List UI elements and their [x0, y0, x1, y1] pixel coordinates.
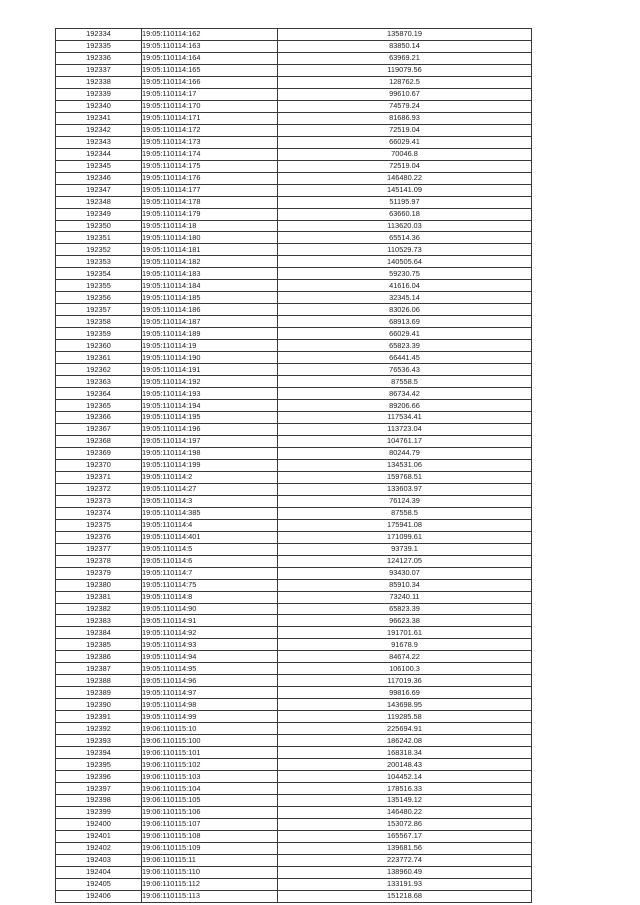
row-number-cell: 192365: [56, 400, 142, 412]
value-cell: 153072.86: [278, 818, 532, 830]
value-cell: 128762.5: [278, 76, 532, 88]
table-row: [56, 364, 532, 376]
value-cell: 145141.09: [278, 184, 532, 196]
value-cell: 83026.06: [278, 304, 532, 316]
table-row: [56, 376, 532, 388]
cadastral-number-cell: 19:05:110114:197: [142, 435, 278, 447]
table-row: [56, 878, 532, 890]
table-body: [56, 29, 532, 903]
value-cell: 65823.39: [278, 340, 532, 352]
cadastral-number-cell: 19:05:110114:176: [142, 172, 278, 184]
cadastral-number-cell: 19:05:110114:174: [142, 148, 278, 160]
cadastral-number-cell: 19:06:110115:105: [142, 795, 278, 807]
value-cell: 104761.17: [278, 435, 532, 447]
value-cell: 99610.67: [278, 88, 532, 100]
value-cell: 171099.61: [278, 531, 532, 543]
row-number-cell: 192334: [56, 29, 142, 41]
cadastral-number-cell: 19:05:110114:185: [142, 292, 278, 304]
value-cell: 70046.8: [278, 148, 532, 160]
cadastral-number-cell: 19:05:110114:172: [142, 124, 278, 136]
table-row: [56, 842, 532, 854]
row-number-cell: 192404: [56, 866, 142, 878]
row-number-cell: 192354: [56, 268, 142, 280]
value-cell: 168318.34: [278, 747, 532, 759]
value-cell: 133191.93: [278, 878, 532, 890]
cadastral-number-cell: 19:06:110115:10: [142, 723, 278, 735]
row-number-cell: 192391: [56, 711, 142, 723]
cadastral-number-cell: 19:05:110114:192: [142, 376, 278, 388]
value-cell: 135149.12: [278, 795, 532, 807]
row-number-cell: 192349: [56, 208, 142, 220]
table-row: [56, 220, 532, 232]
cadastral-number-cell: 19:05:110114:7: [142, 567, 278, 579]
table-row: [56, 328, 532, 340]
row-number-cell: 192350: [56, 220, 142, 232]
value-cell: 146480.22: [278, 806, 532, 818]
table-row: [56, 890, 532, 902]
row-number-cell: 192355: [56, 280, 142, 292]
table-row: [56, 555, 532, 567]
table-row: [56, 615, 532, 627]
table-row: [56, 29, 532, 41]
table-row: [56, 88, 532, 100]
data-table: [55, 28, 532, 903]
row-number-cell: 192406: [56, 890, 142, 902]
cadastral-number-cell: 19:06:110115:108: [142, 830, 278, 842]
cadastral-number-cell: 19:05:110114:191: [142, 364, 278, 376]
cadastral-number-cell: 19:06:110115:11: [142, 854, 278, 866]
row-number-cell: 192348: [56, 196, 142, 208]
cadastral-number-cell: 19:05:110114:90: [142, 603, 278, 615]
cadastral-number-cell: 19:05:110114:175: [142, 160, 278, 172]
table-row: [56, 52, 532, 64]
cadastral-number-cell: 19:05:110114:187: [142, 316, 278, 328]
value-cell: 200148.43: [278, 759, 532, 771]
cadastral-number-cell: 19:05:110114:193: [142, 388, 278, 400]
row-number-cell: 192379: [56, 567, 142, 579]
cadastral-number-cell: 19:05:110114:179: [142, 208, 278, 220]
row-number-cell: 192372: [56, 483, 142, 495]
table-row: [56, 783, 532, 795]
table-row: [56, 124, 532, 136]
table-row: [56, 244, 532, 256]
value-cell: 59230.75: [278, 268, 532, 280]
value-cell: 73240.11: [278, 591, 532, 603]
cadastral-number-cell: 19:05:110114:177: [142, 184, 278, 196]
row-number-cell: 192368: [56, 435, 142, 447]
table-row: [56, 340, 532, 352]
row-number-cell: 192361: [56, 352, 142, 364]
table-row: [56, 651, 532, 663]
row-number-cell: 192380: [56, 579, 142, 591]
cadastral-number-cell: 19:06:110115:106: [142, 806, 278, 818]
value-cell: 191701.61: [278, 627, 532, 639]
row-number-cell: 192399: [56, 806, 142, 818]
table-row: [56, 830, 532, 842]
value-cell: 51195.97: [278, 196, 532, 208]
value-cell: 65823.39: [278, 603, 532, 615]
row-number-cell: 192362: [56, 364, 142, 376]
value-cell: 41616.04: [278, 280, 532, 292]
value-cell: 165567.17: [278, 830, 532, 842]
cadastral-number-cell: 19:05:110114:93: [142, 639, 278, 651]
table-row: [56, 268, 532, 280]
row-number-cell: 192344: [56, 148, 142, 160]
row-number-cell: 192335: [56, 40, 142, 52]
cadastral-number-cell: 19:06:110115:103: [142, 771, 278, 783]
cadastral-number-cell: 19:05:110114:178: [142, 196, 278, 208]
table-row: [56, 423, 532, 435]
value-cell: 87558.5: [278, 376, 532, 388]
table-row: [56, 603, 532, 615]
value-cell: 117534.41: [278, 412, 532, 424]
cadastral-number-cell: 19:05:110114:199: [142, 459, 278, 471]
cadastral-number-cell: 19:05:110114:163: [142, 40, 278, 52]
value-cell: 143698.95: [278, 699, 532, 711]
row-number-cell: 192381: [56, 591, 142, 603]
row-number-cell: 192390: [56, 699, 142, 711]
value-cell: 223772.74: [278, 854, 532, 866]
row-number-cell: 192405: [56, 878, 142, 890]
table-row: [56, 112, 532, 124]
value-cell: 85910.34: [278, 579, 532, 591]
value-cell: 91678.9: [278, 639, 532, 651]
value-cell: 72519.04: [278, 124, 532, 136]
row-number-cell: 192376: [56, 531, 142, 543]
row-number-cell: 192356: [56, 292, 142, 304]
cadastral-number-cell: 19:05:110114:2: [142, 471, 278, 483]
cadastral-number-cell: 19:05:110114:19: [142, 340, 278, 352]
table-row: [56, 747, 532, 759]
cadastral-number-cell: 19:05:110114:75: [142, 579, 278, 591]
cadastral-number-cell: 19:05:110114:94: [142, 651, 278, 663]
value-cell: 117019.36: [278, 675, 532, 687]
row-number-cell: 192384: [56, 627, 142, 639]
cadastral-number-cell: 19:05:110114:5: [142, 543, 278, 555]
row-number-cell: 192386: [56, 651, 142, 663]
table-row: [56, 40, 532, 52]
row-number-cell: 192346: [56, 172, 142, 184]
cadastral-number-cell: 19:06:110115:107: [142, 818, 278, 830]
row-number-cell: 192342: [56, 124, 142, 136]
value-cell: 134531.06: [278, 459, 532, 471]
cadastral-number-cell: 19:05:110114:190: [142, 352, 278, 364]
table-row: [56, 184, 532, 196]
cadastral-number-cell: 19:05:110114:17: [142, 88, 278, 100]
row-number-cell: 192387: [56, 663, 142, 675]
value-cell: 140505.64: [278, 256, 532, 268]
value-cell: 76124.39: [278, 495, 532, 507]
value-cell: 66441.45: [278, 352, 532, 364]
table-row: [56, 795, 532, 807]
table-row: [56, 543, 532, 555]
value-cell: 72519.04: [278, 160, 532, 172]
value-cell: 119285.58: [278, 711, 532, 723]
row-number-cell: 192370: [56, 459, 142, 471]
row-number-cell: 192369: [56, 447, 142, 459]
value-cell: 138960.49: [278, 866, 532, 878]
table-row: [56, 866, 532, 878]
row-number-cell: 192351: [56, 232, 142, 244]
value-cell: 93739.1: [278, 543, 532, 555]
table-row: [56, 172, 532, 184]
value-cell: 110529.73: [278, 244, 532, 256]
table-row: [56, 304, 532, 316]
table-row: [56, 435, 532, 447]
value-cell: 81686.93: [278, 112, 532, 124]
cadastral-number-cell: 19:05:110114:171: [142, 112, 278, 124]
table-row: [56, 400, 532, 412]
value-cell: 225694.91: [278, 723, 532, 735]
cadastral-number-cell: 19:05:110114:95: [142, 663, 278, 675]
table-row: [56, 711, 532, 723]
cadastral-number-cell: 19:05:110114:164: [142, 52, 278, 64]
cadastral-number-cell: 19:05:110114:198: [142, 447, 278, 459]
value-cell: 86734.42: [278, 388, 532, 400]
row-number-cell: 192347: [56, 184, 142, 196]
table-row: [56, 818, 532, 830]
value-cell: 106100.3: [278, 663, 532, 675]
row-number-cell: 192339: [56, 88, 142, 100]
table-row: [56, 519, 532, 531]
row-number-cell: 192364: [56, 388, 142, 400]
value-cell: 175941.08: [278, 519, 532, 531]
cadastral-number-cell: 19:05:110114:3: [142, 495, 278, 507]
table-row: [56, 352, 532, 364]
value-cell: 113723.04: [278, 423, 532, 435]
row-number-cell: 192394: [56, 747, 142, 759]
table-row: [56, 579, 532, 591]
row-number-cell: 192388: [56, 675, 142, 687]
row-number-cell: 192360: [56, 340, 142, 352]
row-number-cell: 192374: [56, 507, 142, 519]
cadastral-number-cell: 19:05:110114:165: [142, 64, 278, 76]
row-number-cell: 192359: [56, 328, 142, 340]
row-number-cell: 192395: [56, 759, 142, 771]
row-number-cell: 192336: [56, 52, 142, 64]
cadastral-number-cell: 19:05:110114:184: [142, 280, 278, 292]
table-row: [56, 100, 532, 112]
table-row: [56, 196, 532, 208]
table-row: [56, 627, 532, 639]
cadastral-number-cell: 19:05:110114:401: [142, 531, 278, 543]
row-number-cell: 192373: [56, 495, 142, 507]
cadastral-number-cell: 19:05:110114:92: [142, 627, 278, 639]
value-cell: 63969.21: [278, 52, 532, 64]
cadastral-number-cell: 19:05:110114:181: [142, 244, 278, 256]
table-row: [56, 507, 532, 519]
value-cell: 65514.36: [278, 232, 532, 244]
table-row: [56, 160, 532, 172]
table-row: [56, 76, 532, 88]
row-number-cell: 192338: [56, 76, 142, 88]
table-row: [56, 292, 532, 304]
value-cell: 151218.68: [278, 890, 532, 902]
row-number-cell: 192400: [56, 818, 142, 830]
row-number-cell: 192337: [56, 64, 142, 76]
row-number-cell: 192366: [56, 412, 142, 424]
row-number-cell: 192341: [56, 112, 142, 124]
cadastral-number-cell: 19:05:110114:194: [142, 400, 278, 412]
value-cell: 159768.51: [278, 471, 532, 483]
table-row: [56, 136, 532, 148]
row-number-cell: 192363: [56, 376, 142, 388]
row-number-cell: 192345: [56, 160, 142, 172]
value-cell: 74579.24: [278, 100, 532, 112]
row-number-cell: 192340: [56, 100, 142, 112]
row-number-cell: 192401: [56, 830, 142, 842]
value-cell: 83850.14: [278, 40, 532, 52]
value-cell: 124127.05: [278, 555, 532, 567]
table-row: [56, 567, 532, 579]
cadastral-number-cell: 19:05:110114:195: [142, 412, 278, 424]
cadastral-number-cell: 19:06:110115:112: [142, 878, 278, 890]
cadastral-number-cell: 19:05:110114:166: [142, 76, 278, 88]
cadastral-number-cell: 19:05:110114:186: [142, 304, 278, 316]
row-number-cell: 192403: [56, 854, 142, 866]
cadastral-number-cell: 19:05:110114:173: [142, 136, 278, 148]
value-cell: 146480.22: [278, 172, 532, 184]
value-cell: 104452.14: [278, 771, 532, 783]
row-number-cell: 192371: [56, 471, 142, 483]
row-number-cell: 192352: [56, 244, 142, 256]
table-row: [56, 723, 532, 735]
table-row: [56, 675, 532, 687]
cadastral-number-cell: 19:06:110115:113: [142, 890, 278, 902]
row-number-cell: 192396: [56, 771, 142, 783]
cadastral-number-cell: 19:06:110115:102: [142, 759, 278, 771]
cadastral-number-cell: 19:05:110114:162: [142, 29, 278, 41]
cadastral-number-cell: 19:06:110115:109: [142, 842, 278, 854]
value-cell: 113620.03: [278, 220, 532, 232]
table-row: [56, 256, 532, 268]
cadastral-number-cell: 19:05:110114:27: [142, 483, 278, 495]
row-number-cell: 192392: [56, 723, 142, 735]
table-row: [56, 495, 532, 507]
table-row: [56, 412, 532, 424]
value-cell: 93430.07: [278, 567, 532, 579]
cadastral-number-cell: 19:05:110114:180: [142, 232, 278, 244]
value-cell: 178516.33: [278, 783, 532, 795]
cadastral-number-cell: 19:06:110115:100: [142, 735, 278, 747]
row-number-cell: 192358: [56, 316, 142, 328]
cadastral-number-cell: 19:05:110114:6: [142, 555, 278, 567]
value-cell: 68913.69: [278, 316, 532, 328]
value-cell: 96623.38: [278, 615, 532, 627]
table-row: [56, 447, 532, 459]
table-row: [56, 699, 532, 711]
value-cell: 76536.43: [278, 364, 532, 376]
value-cell: 32345.14: [278, 292, 532, 304]
value-cell: 80244.79: [278, 447, 532, 459]
table-row: [56, 591, 532, 603]
value-cell: 186242.08: [278, 735, 532, 747]
row-number-cell: 192357: [56, 304, 142, 316]
row-number-cell: 192389: [56, 687, 142, 699]
table-row: [56, 663, 532, 675]
row-number-cell: 192397: [56, 783, 142, 795]
value-cell: 63660.18: [278, 208, 532, 220]
cadastral-number-cell: 19:05:110114:18: [142, 220, 278, 232]
row-number-cell: 192393: [56, 735, 142, 747]
table-row: [56, 687, 532, 699]
cadastral-number-cell: 19:05:110114:182: [142, 256, 278, 268]
row-number-cell: 192402: [56, 842, 142, 854]
cadastral-number-cell: 19:05:110114:99: [142, 711, 278, 723]
cadastral-number-cell: 19:06:110115:101: [142, 747, 278, 759]
table-row: [56, 471, 532, 483]
row-number-cell: 192385: [56, 639, 142, 651]
row-number-cell: 192383: [56, 615, 142, 627]
table-row: [56, 148, 532, 160]
value-cell: 89206.66: [278, 400, 532, 412]
table-row: [56, 759, 532, 771]
row-number-cell: 192377: [56, 543, 142, 555]
value-cell: 139681.56: [278, 842, 532, 854]
value-cell: 99816.69: [278, 687, 532, 699]
table-row: [56, 459, 532, 471]
value-cell: 135870.19: [278, 29, 532, 41]
value-cell: 87558.5: [278, 507, 532, 519]
row-number-cell: 192343: [56, 136, 142, 148]
cadastral-number-cell: 19:05:110114:189: [142, 328, 278, 340]
cadastral-number-cell: 19:06:110115:104: [142, 783, 278, 795]
value-cell: 84674.22: [278, 651, 532, 663]
table-row: [56, 531, 532, 543]
cadastral-number-cell: 19:05:110114:385: [142, 507, 278, 519]
row-number-cell: 192382: [56, 603, 142, 615]
row-number-cell: 192353: [56, 256, 142, 268]
value-cell: 133603.97: [278, 483, 532, 495]
table-row: [56, 280, 532, 292]
table-row: [56, 316, 532, 328]
cadastral-number-cell: 19:05:110114:183: [142, 268, 278, 280]
cadastral-number-cell: 19:05:110114:98: [142, 699, 278, 711]
table-row: [56, 854, 532, 866]
cadastral-number-cell: 19:05:110114:170: [142, 100, 278, 112]
cadastral-number-cell: 19:05:110114:8: [142, 591, 278, 603]
table-row: [56, 806, 532, 818]
row-number-cell: 192367: [56, 423, 142, 435]
cadastral-number-cell: 19:05:110114:96: [142, 675, 278, 687]
cadastral-number-cell: 19:05:110114:97: [142, 687, 278, 699]
cadastral-number-cell: 19:06:110115:110: [142, 866, 278, 878]
table-row: [56, 64, 532, 76]
table-row: [56, 232, 532, 244]
value-cell: 66029.41: [278, 328, 532, 340]
row-number-cell: 192378: [56, 555, 142, 567]
table-row: [56, 639, 532, 651]
cadastral-number-cell: 19:05:110114:196: [142, 423, 278, 435]
table-row: [56, 208, 532, 220]
table-row: [56, 735, 532, 747]
table-row: [56, 483, 532, 495]
value-cell: 66029.41: [278, 136, 532, 148]
cadastral-number-cell: 19:05:110114:91: [142, 615, 278, 627]
table-row: [56, 771, 532, 783]
value-cell: 119079.56: [278, 64, 532, 76]
cadastral-number-cell: 19:05:110114:4: [142, 519, 278, 531]
row-number-cell: 192398: [56, 795, 142, 807]
table-row: [56, 388, 532, 400]
row-number-cell: 192375: [56, 519, 142, 531]
